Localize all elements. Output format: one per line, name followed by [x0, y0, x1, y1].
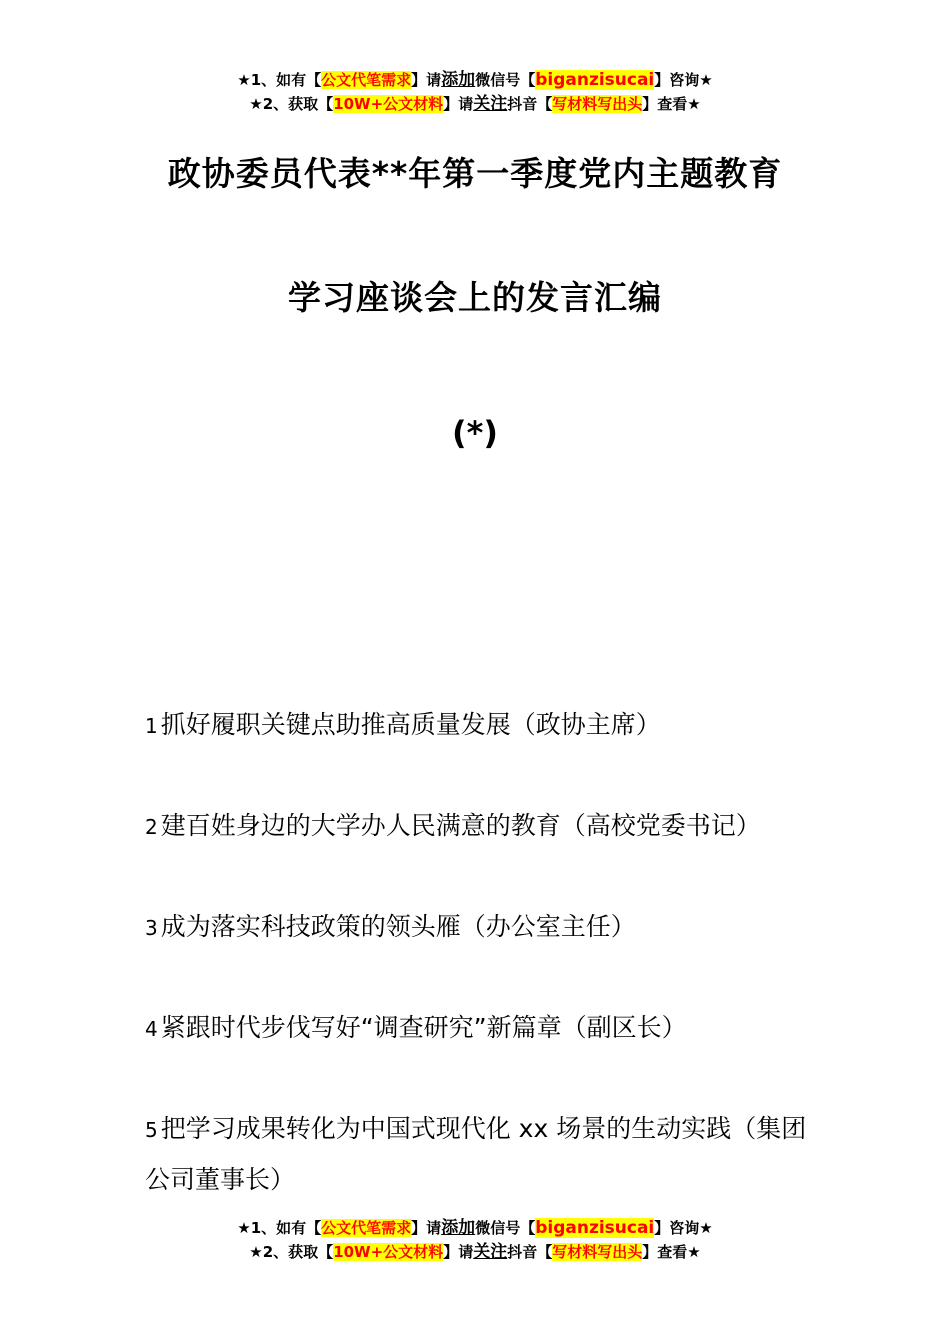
banner-line-2 — [0, 92, 950, 116]
toc-item-text: 成为落实科技政策的领头雁（办公室主任） — [160, 912, 636, 941]
banner-line2-prefix: ★2、获取【 — [249, 1243, 334, 1261]
document-title-line-2: 学习座谈会上的发言汇编 — [288, 278, 662, 317]
banner-line2-suffix: 】查看★ — [642, 1243, 701, 1261]
toc-item-text: 紧跟时代步伐写好“调查研究”新篇章（副区长） — [160, 1013, 687, 1042]
banner-line2-highlight-douyin: 写材料写出头 — [552, 1243, 643, 1261]
toc-item-text: 建百姓身边的大学办人民满意的教育（高校党委书记） — [160, 811, 761, 840]
banner-line-1 — [0, 68, 950, 92]
banner-line2-underlined: 关注 — [473, 94, 508, 114]
document-title-line-1: 政协委员代表**年第一季度党内主题教育 — [167, 154, 783, 193]
banner-line2-prefix: ★2、获取【 — [249, 95, 334, 113]
toc-item-number: 3 — [145, 916, 158, 940]
banner-line2-highlight-materials: 10W+公文材料 — [333, 95, 444, 113]
banner-line-2 — [0, 1240, 950, 1264]
toc-item-number: 5 — [145, 1118, 158, 1142]
banner-line1-mid1: 】请 — [411, 71, 442, 89]
toc-item-number: 1 — [145, 714, 158, 738]
banner-line1-prefix: ★1、如有【 — [237, 71, 322, 89]
banner-line2-suffix: 】查看★ — [642, 95, 701, 113]
toc-item-text: 抓好履职关键点助推高质量发展（政协主席） — [160, 710, 661, 739]
banner-line2-mid2: 抖音【 — [507, 1243, 553, 1261]
banner-line2-mid2: 抖音【 — [507, 95, 553, 113]
banner-line1-prefix: ★1、如有【 — [237, 1219, 322, 1237]
banner-line1-underlined: 添加 — [441, 1218, 476, 1238]
toc-item-number: 4 — [145, 1017, 158, 1041]
banner-line1-suffix: 】咨询★ — [654, 71, 713, 89]
toc-item-number: 2 — [145, 815, 158, 839]
banner-line-1 — [0, 1216, 950, 1240]
banner-line1-underlined: 添加 — [441, 70, 476, 90]
banner-line1-highlight-wechat: biganzisucai — [535, 70, 655, 90]
table-of-contents — [145, 700, 815, 1205]
document-subtitle: (*) — [452, 414, 498, 452]
banner-line2-highlight-douyin: 写材料写出头 — [552, 95, 643, 113]
banner-line2-mid1: 】请 — [443, 1243, 474, 1261]
toc-item-5 — [145, 1104, 815, 1205]
footer-banner — [0, 1216, 950, 1264]
banner-line1-mid2: 微信号【 — [475, 71, 536, 89]
toc-item-2 — [145, 801, 815, 852]
toc-item-text: 把学习成果转化为中国式现代化 xx 场景的生动实践（集团公司董事长） — [145, 1114, 807, 1194]
banner-line1-suffix: 】咨询★ — [654, 1219, 713, 1237]
banner-line1-highlight-wechat: biganzisucai — [535, 1218, 655, 1238]
toc-item-3 — [145, 902, 815, 953]
banner-line1-highlight-service: 公文代笔需求 — [321, 1219, 412, 1237]
banner-line2-underlined: 关注 — [473, 1242, 508, 1262]
banner-line2-highlight-materials: 10W+公文材料 — [333, 1243, 444, 1261]
toc-item-1 — [145, 700, 815, 751]
banner-line2-mid1: 】请 — [443, 95, 474, 113]
banner-line1-mid2: 微信号【 — [475, 1219, 536, 1237]
banner-line1-mid1: 】请 — [411, 1219, 442, 1237]
toc-item-4 — [145, 1003, 815, 1054]
banner-line1-highlight-service: 公文代笔需求 — [321, 71, 412, 89]
header-banner — [0, 68, 950, 116]
